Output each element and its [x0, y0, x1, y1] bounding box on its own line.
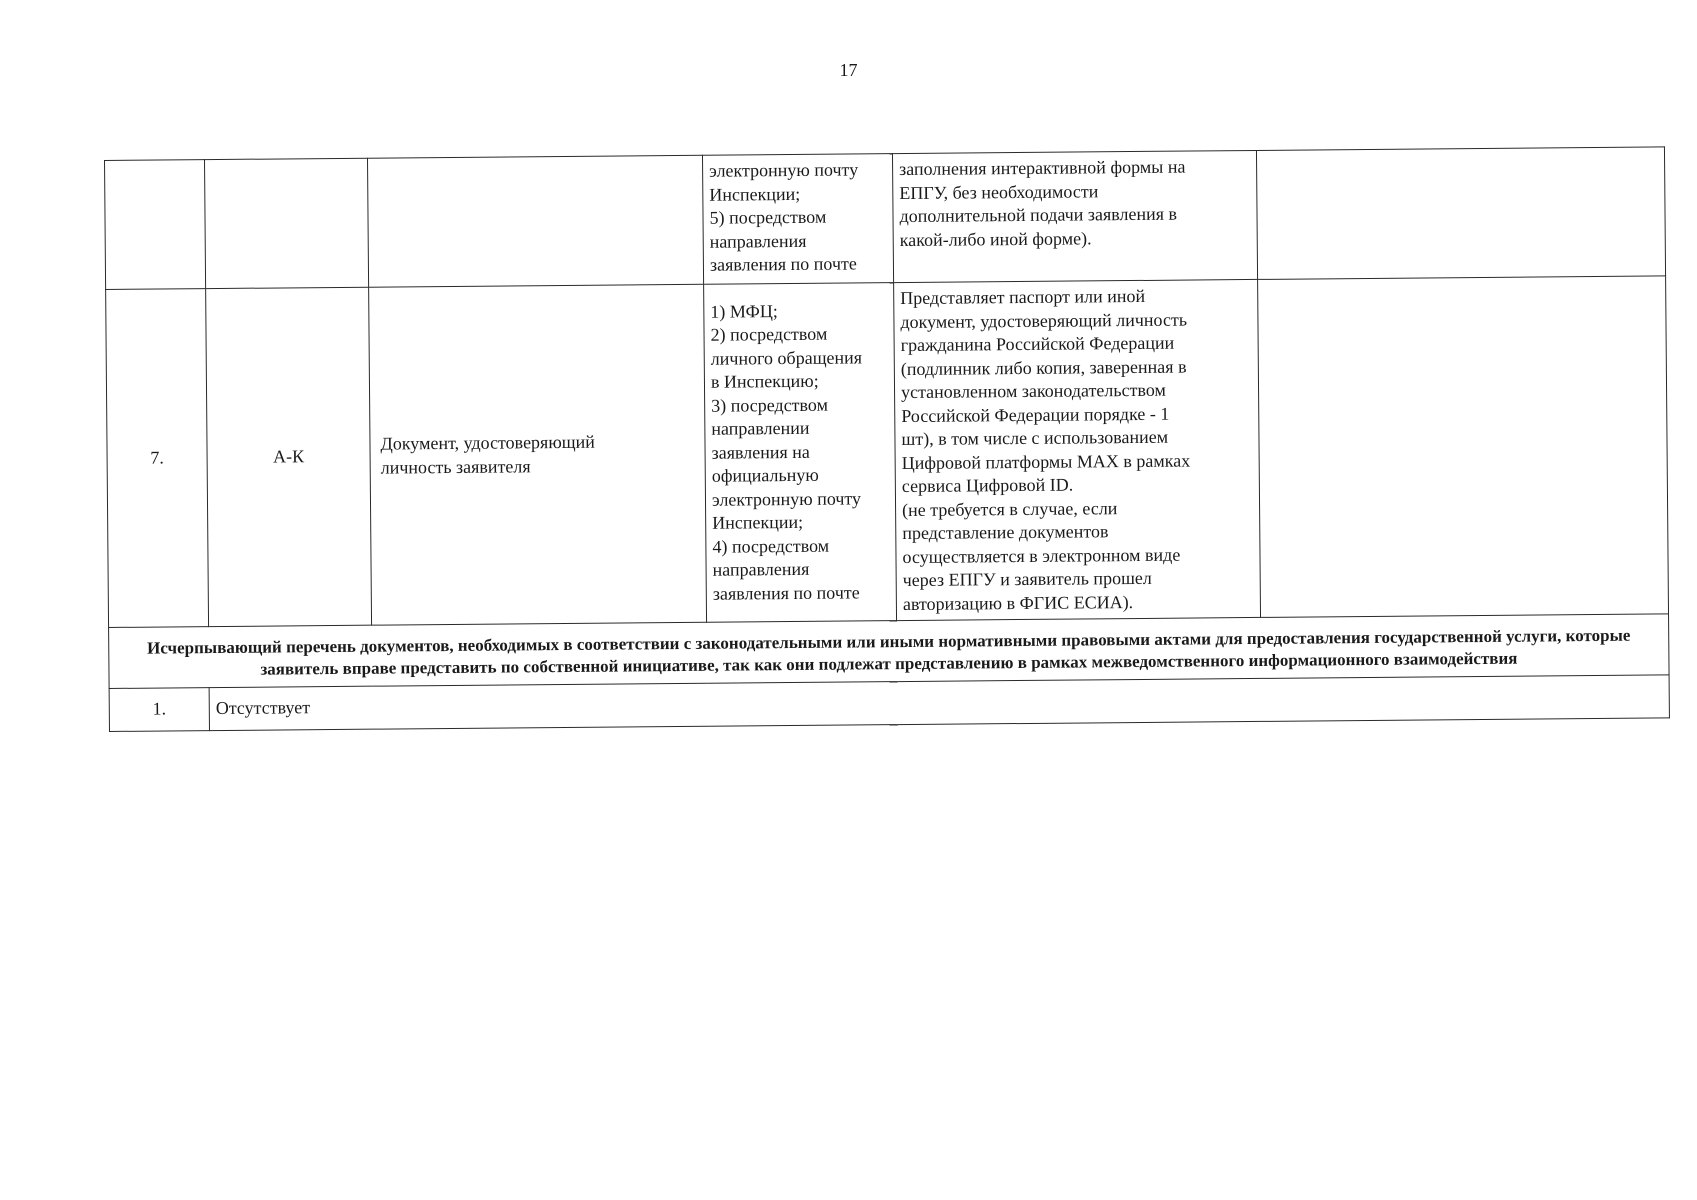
row-number-cell: 7.	[106, 289, 209, 628]
table-row-continuation	[105, 147, 1666, 290]
document-name-cell	[367, 155, 703, 287]
document-name-cell: Документ, удостоверяющий личность заявителя	[369, 284, 707, 625]
submission-methods-cell: электронную почту Инспекции; 5) посредством направления заявления по почте	[702, 154, 893, 285]
page-number: 17	[839, 60, 858, 80]
document-requirements-cell: Представляет паспорт или иной документ, удостоверяющий личность гражданина Российской Федерации (подлинник либо копия, заверенная в установленном законодательством Российской Федерации порядке - 1 шт), в том числе с использованием Цифровой платформы MAX в рамках сервиса Цифровой ID. (не требуется в случае, если представление документов осуществляется в электронном виде через ЕПГУ и заявитель прошел авторизацию в ФГИС ЕСИА).	[894, 279, 1261, 620]
table-row-7	[106, 276, 1669, 628]
extra-cell	[1256, 147, 1665, 280]
applicant-category-cell	[205, 158, 369, 288]
row-value-cell: Отсутствует	[209, 675, 1669, 731]
extra-cell	[1258, 276, 1669, 618]
submission-methods-cell: 1) МФЦ; 2) посредством личного обращения в Инспекцию; 3) посредством направлении заявления на официальную электронную почту Инспекции; 4) посредством направления заявления по почте	[704, 283, 897, 623]
document-requirements-cell: заполнения интерактивной формы на ЕПГУ, без необходимости дополнительной подачи заявления в какой-либо иной форме).	[892, 150, 1257, 282]
row-number-cell: 1.	[109, 688, 209, 732]
section-heading: Исчерпывающий перечень документов, необходимых в соответствии с законодательными или иными нормативными правовыми актами для предоставления государственной услуги, которые заявитель вправе представить по собственной инициативе, так как они подлежат представлению в рамках межведомственного информационного взаимодействия	[109, 614, 1669, 689]
documents-table	[104, 146, 1670, 732]
applicant-category-cell: А-К	[206, 287, 372, 626]
row-number-cell	[105, 160, 206, 290]
